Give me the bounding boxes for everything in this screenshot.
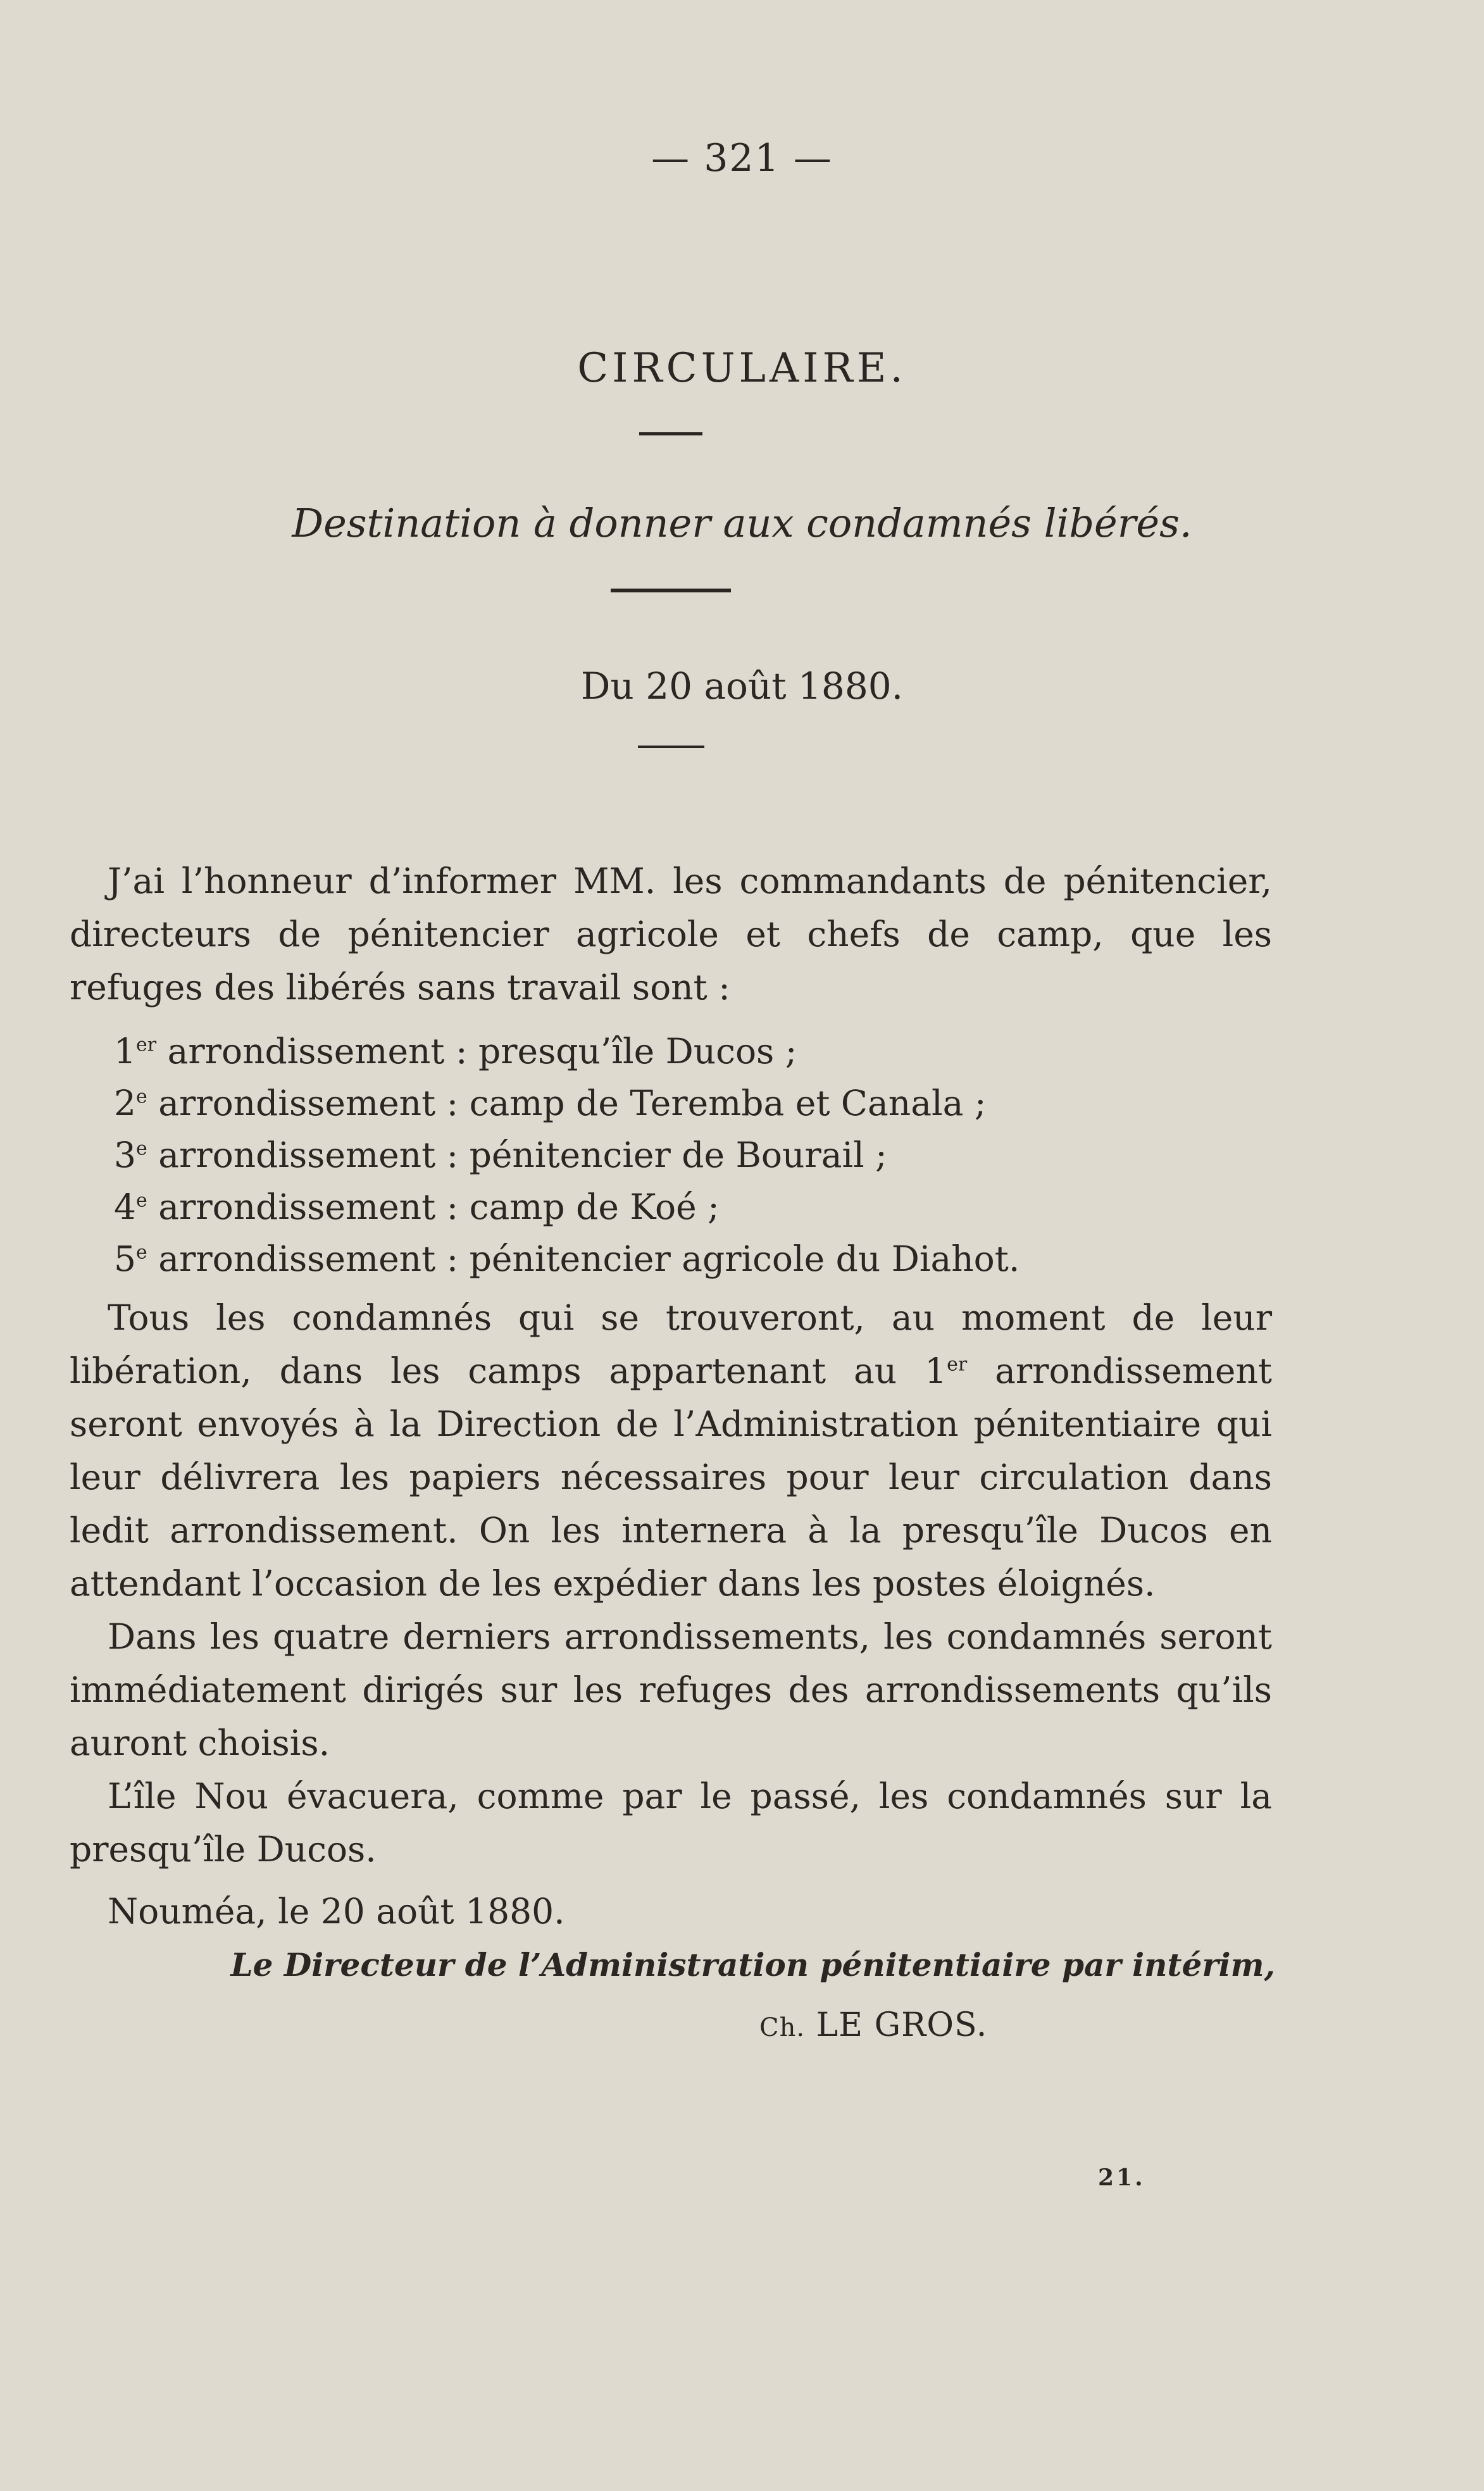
date-rule bbox=[638, 746, 704, 748]
subtitle-rule bbox=[611, 589, 731, 592]
paragraph-2: Dans les quatre derniers arrondissements, les condamnés seront immédiatement dirigés sur les refuges des arrondissements qu’ils auront choisis. bbox=[70, 1616, 1272, 1763]
list-item: 4e arrondissement : camp de Koé ; bbox=[114, 1187, 720, 1227]
paragraph-3: L’île Nou évacuera, comme par le passé, les condamnés sur la presqu’île Ducos. bbox=[70, 1776, 1272, 1870]
paragraph-1: Tous les condamnés qui se trouveront, au moment de leur libération, dans les camps appartenant au 1er arrondissement seront envoyés à la Direction de l’Administration pénitentiaire qui leur délivrera les papiers nécessaires pour leur circulation dans ledit arrondissement. On les internera à la presqu’île Ducos en attendant l’occasion de les expédier dans les postes éloignés. bbox=[70, 1297, 1272, 1604]
district-list bbox=[70, 1025, 1272, 1285]
list-item: 1er arrondissement : presqu’île Ducos ; bbox=[114, 1031, 797, 1071]
signature-mark: 21. bbox=[1098, 2164, 1145, 2191]
subtitle: Destination à donner aux condamnés libérés. bbox=[292, 500, 1192, 546]
list-item: 5e arrondissement : pénitencier agricole du Diahot. bbox=[114, 1239, 1020, 1279]
date-line: Du 20 août 1880. bbox=[580, 665, 904, 708]
page-number: — 321 — bbox=[651, 136, 833, 180]
signatory-title: Le Directeur de l’Administration pénitentiaire par intérim, bbox=[230, 1946, 1275, 1983]
list-item: 2e arrondissement : camp de Teremba et Canala ; bbox=[114, 1083, 987, 1123]
signatory-name: Ch. LE GROS. bbox=[759, 2006, 988, 2044]
body-text bbox=[70, 854, 1272, 1938]
place-date: Nouméa, le 20 août 1880. bbox=[108, 1891, 565, 1932]
intro-paragraph: J’ai l’honneur d’informer MM. les commandants de pénitencier, directeurs de pénitencier agricole et chefs de camp, que les refuges des libérés sans travail sont : bbox=[70, 861, 1272, 1008]
page-title: CIRCULAIRE. bbox=[577, 345, 907, 392]
title-rule bbox=[639, 432, 702, 435]
list-item: 3e arrondissement : pénitencier de Bourail ; bbox=[114, 1135, 887, 1175]
